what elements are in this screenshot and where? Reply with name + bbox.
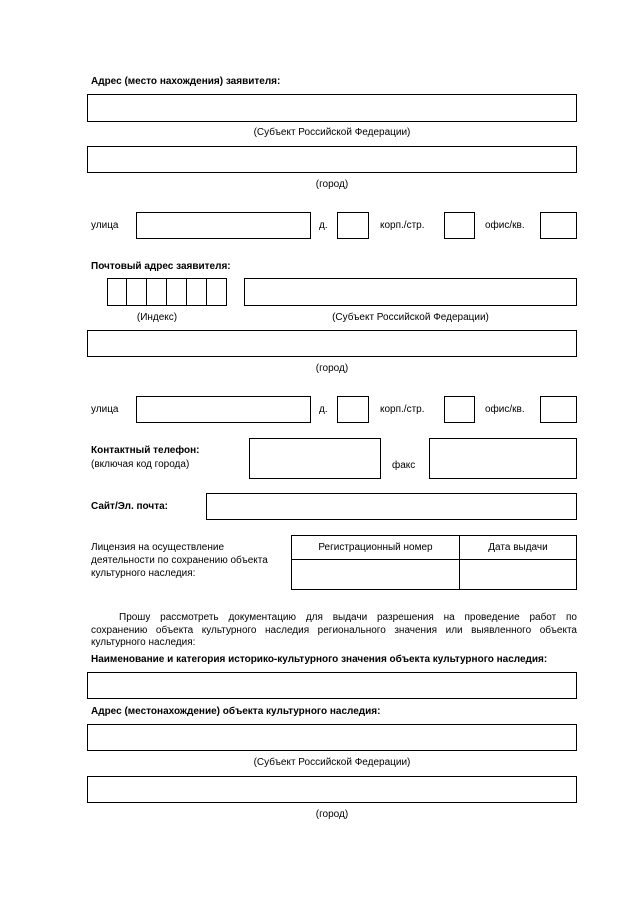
postal-region-field[interactable] [244,278,577,306]
license-issue-date-header: Дата выдачи [459,536,576,560]
postal-region-caption: (Субъект Российской Федерации) [332,312,489,323]
license-label-line3: культурного наследия: [91,568,196,579]
postal-index-cell[interactable] [166,278,187,306]
license-table [291,535,577,590]
phone-field[interactable] [249,438,381,479]
object-city-field[interactable] [87,776,577,803]
postal-building-field[interactable] [444,396,475,423]
request-line2: сохранению объекта культурного наследия регионального значения или выявленного объекта [91,624,577,636]
object-address-heading: Адрес (местонахождение) объекта культурного наследия: [91,706,381,717]
applicant-city-field[interactable] [87,146,577,173]
applicant-building-field[interactable] [444,212,475,239]
postal-office-label: офис/кв. [485,404,525,415]
postal-city-field[interactable] [87,330,577,357]
postal-index-cell[interactable] [206,278,227,306]
applicant-street-field[interactable] [136,212,311,239]
license-label-line2: деятельности по сохранению объекта [91,555,268,566]
postal-address-heading: Почтовый адрес заявителя: [91,261,231,272]
license-reg-number-header: Регистрационный номер [292,536,460,560]
phone-note: (включая код города) [91,459,190,470]
license-issue-date-cell[interactable] [459,560,576,590]
fax-field[interactable] [429,438,577,479]
object-name-heading: Наименование и категория историко-культурного значения объекта культурного наследия: [91,654,548,665]
request-line1: Прошу рассмотреть документацию для выдачи разрешения на проведение работ по [119,612,577,623]
site-email-label: Сайт/Эл. почта: [91,501,168,512]
postal-index-cell[interactable] [146,278,167,306]
request-paragraph [91,612,577,650]
site-email-field[interactable] [206,493,577,520]
fax-label: факс [392,460,416,471]
postal-index-cell[interactable] [126,278,147,306]
applicant-address-heading: Адрес (место нахождения) заявителя: [91,76,281,87]
applicant-house-field[interactable] [337,212,369,239]
applicant-office-label: офис/кв. [485,220,525,231]
applicant-house-label: д. [319,220,328,231]
postal-index-cell[interactable] [186,278,207,306]
license-label-line1: Лицензия на осуществление [91,542,225,553]
phone-label: Контактный телефон: [91,445,200,456]
postal-street-label: улица [91,404,119,415]
postal-building-label: корп./стр. [380,404,425,415]
postal-street-field[interactable] [136,396,311,423]
applicant-building-label: корп./стр. [380,220,425,231]
object-region-field[interactable] [87,724,577,751]
applicant-office-field[interactable] [540,212,577,239]
postal-city-caption: (город) [315,363,349,374]
postal-house-field[interactable] [337,396,369,423]
applicant-street-label: улица [91,220,119,231]
postal-office-field[interactable] [540,396,577,423]
object-name-field[interactable] [87,672,577,699]
applicant-region-caption: (Субъект Российской Федерации) [253,127,411,138]
object-region-caption: (Субъект Российской Федерации) [253,757,411,768]
license-reg-number-cell[interactable] [292,560,460,590]
postal-index-cell[interactable] [107,278,127,306]
applicant-region-field[interactable] [87,94,577,122]
postal-house-label: д. [319,404,328,415]
applicant-city-caption: (город) [315,179,349,190]
postal-index-caption: (Индекс) [136,312,178,323]
request-line3: культурного наследия: [91,637,196,648]
object-city-caption: (город) [315,809,349,820]
